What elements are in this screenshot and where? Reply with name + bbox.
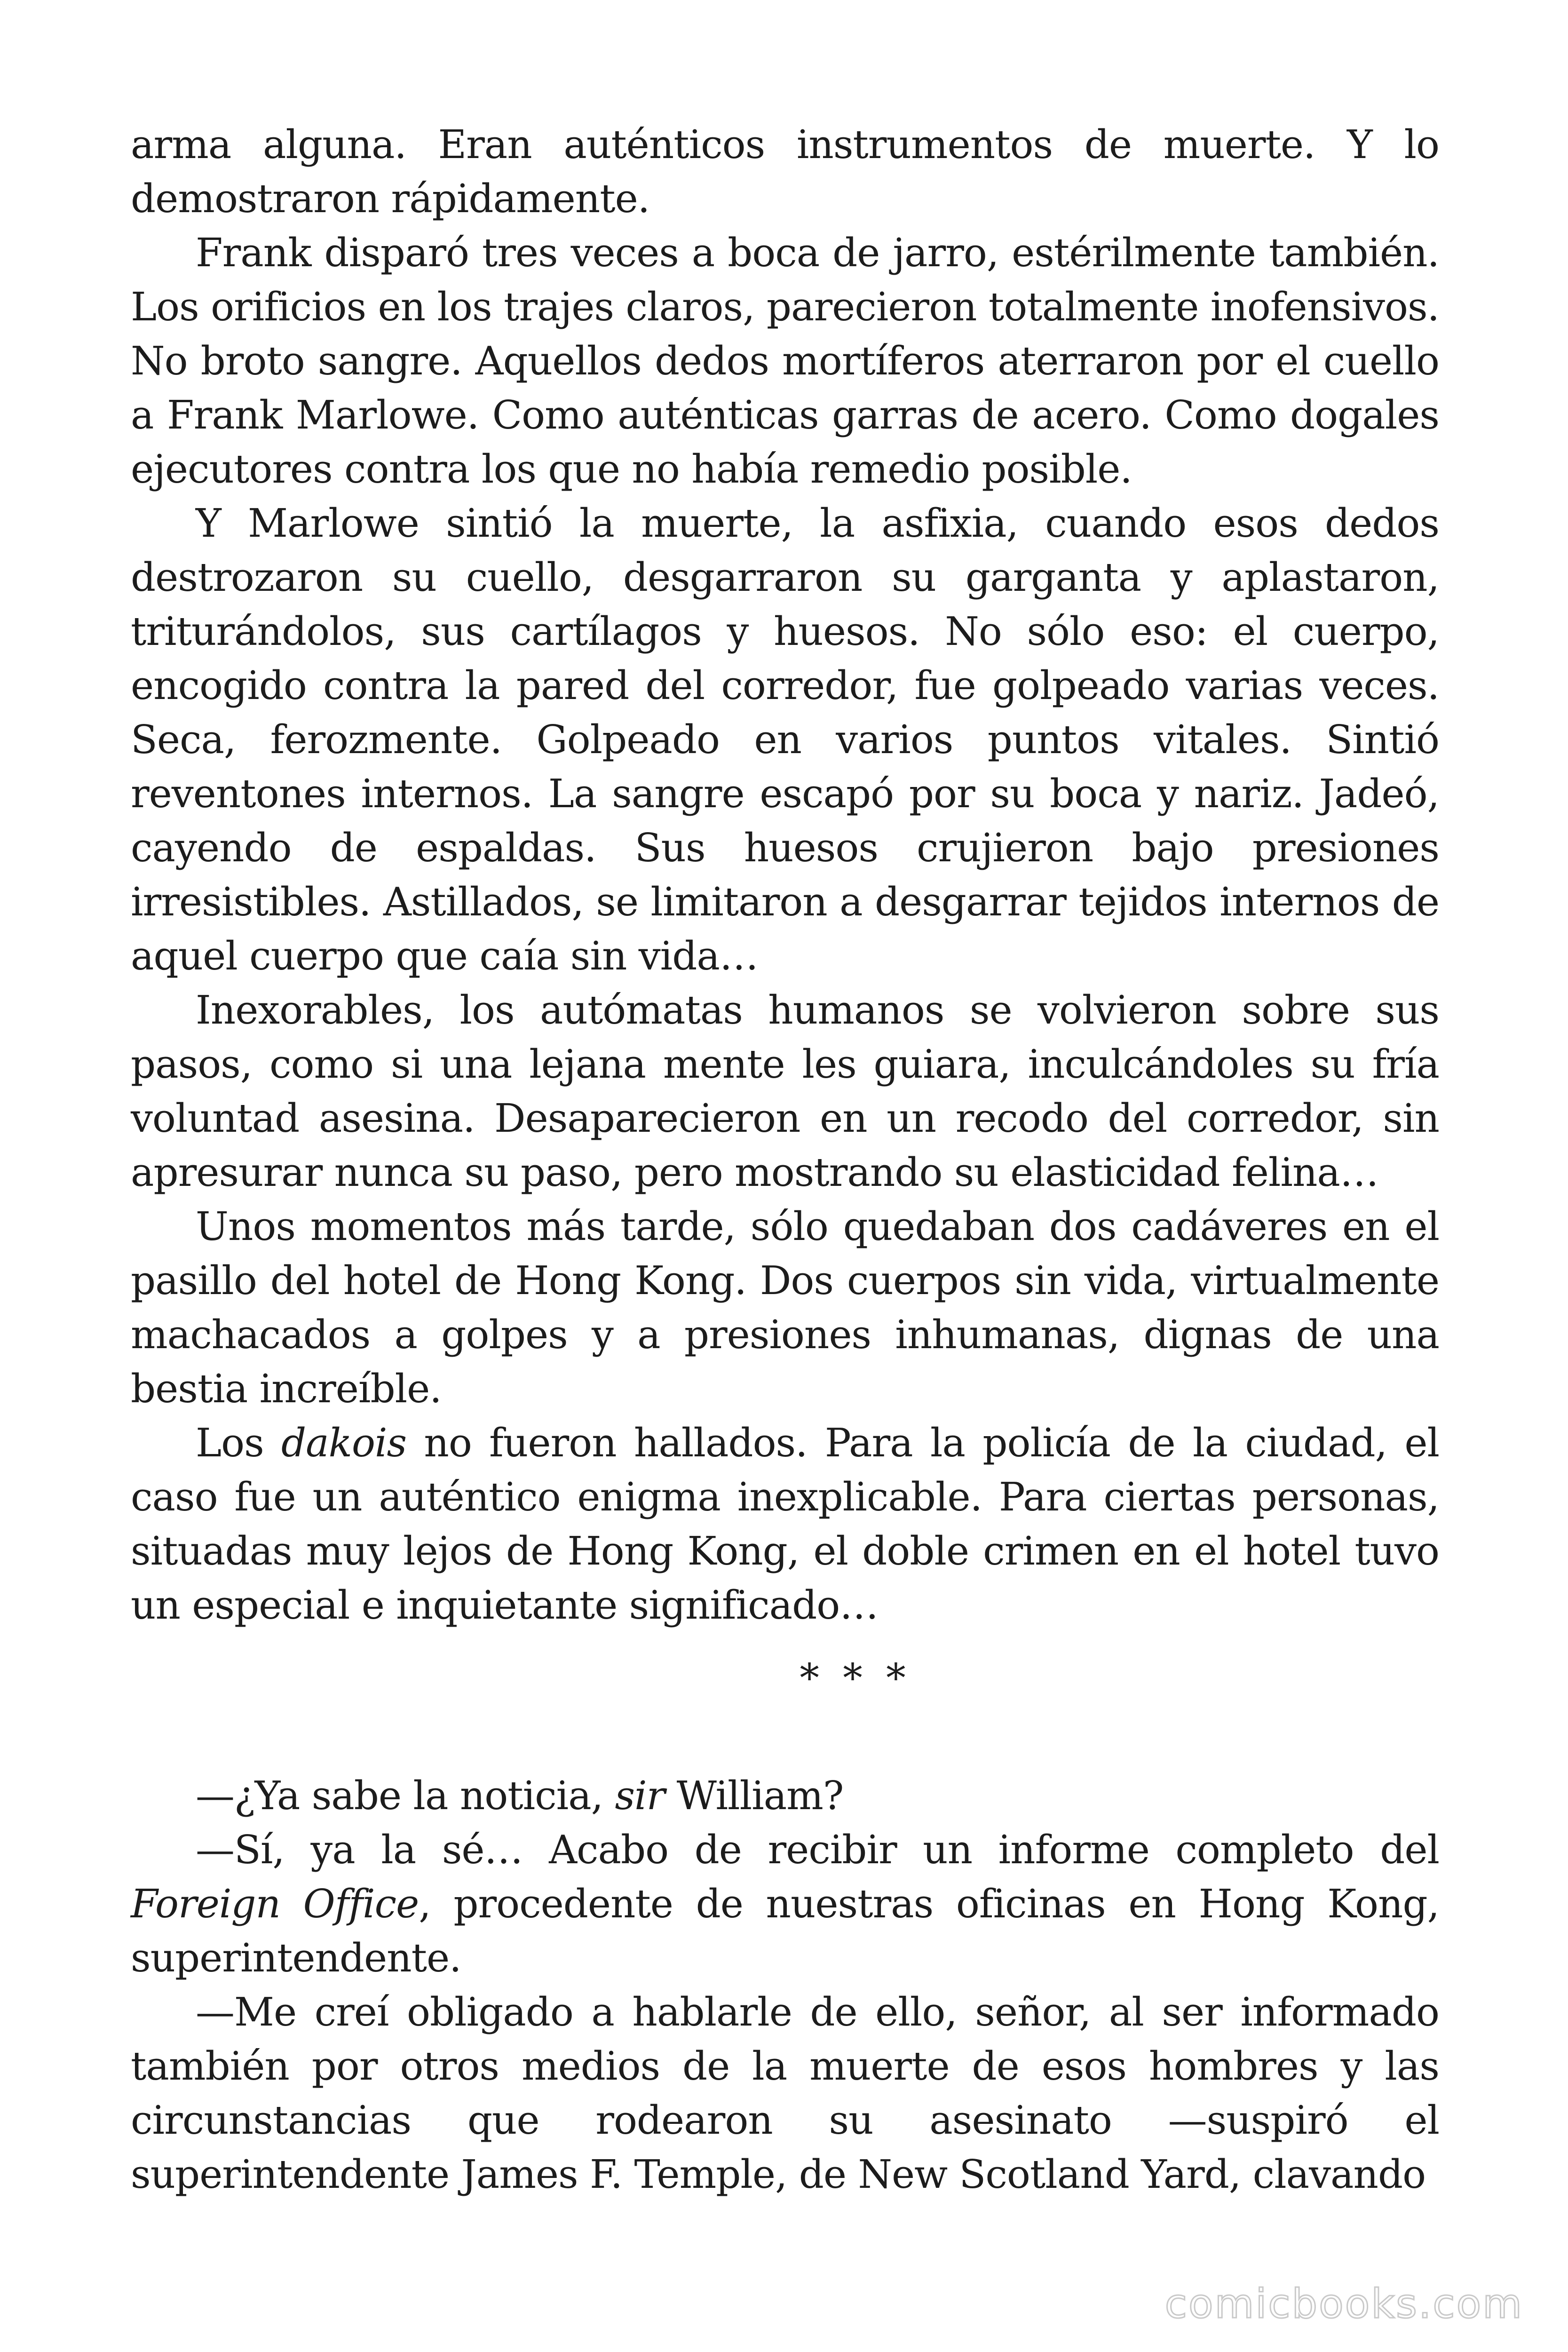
- paragraph: [131, 1416, 1439, 1632]
- paragraph-text: no fueron hallados. Para la policía de la ciudad, el caso fue un auténtico enigma inexplicable. Para ciertas personas, situadas muy lejos de Hong Kong, el doble crimen en el hotel tuvo un especial e inquietante significado…: [131, 1420, 1439, 1628]
- dialogue-text: —Sí, ya la sé… Acabo de recibir un informe completo del: [196, 1827, 1439, 1873]
- dialogue-line: —Me creí obligado a hablarle de ello, señor, al ser informado también por otros medios de la muerte de esos hombres y las circunstancias que rodearon su asesinato —suspiró el superintendente James F. Temple, de New Scotland Yard, clavando: [131, 1989, 1439, 2197]
- paragraph-continuation: arma alguna. Eran auténticos instrumentos de muerte. Y lo demostraron rápidamente.: [131, 122, 1439, 222]
- paragraph: Frank disparó tres veces a boca de jarro, estérilmente también. Los orificios en los trajes claros, parecieron totalmente inofensivos. No broto sangre. Aquellos dedos mortíferos aterraron por el cuello a Frank Marlowe. Como auténticas garras de acero. Como dogales ejecutores contra los que no había remedio posible.: [131, 230, 1439, 492]
- italic-term: dakois: [281, 1420, 407, 1466]
- book-page: [131, 118, 1439, 2201]
- dialogue-text: —¿Ya sabe la noticia,: [196, 1773, 615, 1819]
- italic-term: sir: [615, 1773, 665, 1819]
- paragraph-text: Los: [196, 1420, 282, 1466]
- dialogue-line: [131, 1769, 1439, 1823]
- paragraph: Inexorables, los autómatas humanos se volvieron sobre sus pasos, como si una lejana mente les guiara, inculcándoles su fría voluntad asesina. Desaparecieron en un recodo del corredor, sin apresurar nunca su paso, pero mostrando su elasticidad felina…: [131, 987, 1439, 1195]
- watermark: comicbooks.com: [1164, 2280, 1523, 2328]
- dialogue-line: [131, 1823, 1439, 1985]
- section-separator: * * *: [800, 1655, 911, 1701]
- paragraph: Y Marlowe sintió la muerte, la asfixia, cuando esos dedos destrozaron su cuello, desgarraron su garganta y aplastaron, triturándolos, sus cartílagos y huesos. No sólo eso: el cuerpo, encogido contra la pared del corredor, fue golpeado varias veces. Seca, ferozmente. Golpeado en varios puntos vitales. Sintió reventones internos. La sangre escapó por su boca y nariz. Jadeó, cayendo de espaldas. Sus huesos crujieron bajo presiones irresistibles. Astillados, se limitaron a desgarrar tejidos internos de aquel cuerpo que caía sin vida…: [131, 501, 1439, 979]
- italic-term: Foreign Office: [131, 1881, 419, 1927]
- dialogue-text: William?: [665, 1773, 844, 1819]
- paragraph: Unos momentos más tarde, sólo quedaban dos cadáveres en el pasillo del hotel de Hong Kong. Dos cuerpos sin vida, virtualmente machacados a golpes y a presiones inhumanas, dignas de una bestia increíble.: [131, 1204, 1439, 1412]
- dialogue-text: , procedente de nuestras oficinas en Hong Kong, superintendente.: [131, 1881, 1439, 1981]
